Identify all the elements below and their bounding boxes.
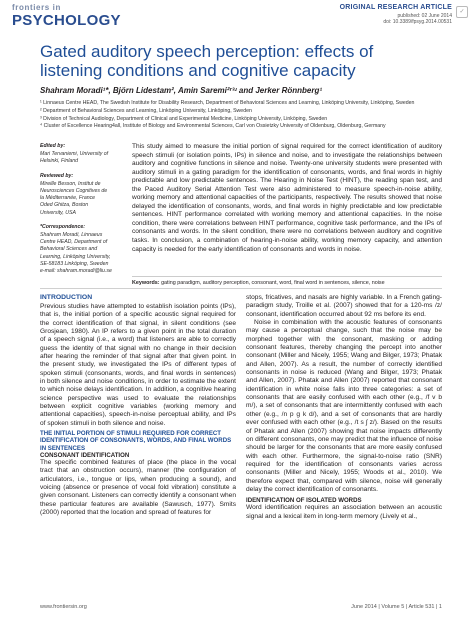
abstract-text: This study aimed to measure the initial portion of signal required for the correct identification of auditory speech stimuli (or isolation points, IPs) in silence and noise, and to investigate the relationships between auditory and cognitive functions in silence and noise. Twenty-one university students were presented with auditory stimuli in a gating paradigm for the identification of consonants, words, and final words in highly predictable and low predictable sentences. The Hearing in Noise Test (HINT), the reading span test, and the Paced Auditory Serial Attention Test were also administered to measure speech-in-noise ability, working memory and attentional capacities of the participants, respectively. The results showed that noise delayed the identification of consonants, words, and final words in highly predictable and low predictable sentences. HINT performance correlated with working memory and attentional capacities. In the noise condition, there were correlations between HINT performance, cognitive task performance, and the IPs of consonants and words. In the silent condition, there were no correlations between auditory and cognitive tasks. In conclusion, a combination of hearing-in-noise ability, working memory capacity, and attention capacity is needed for the early identification of consonants and words in noise.: [132, 143, 442, 253]
body-paragraph: Previous studies have attempted to establish isolation points (IPs), that is, the initial portion of a specific acoustic signal required for the correct identification of that signal, in silent conditions (see Grosjean, 1980). An IP refers to a given point in the total duration of a speech signal (i.e., a word) that listeners are able to correctly guess the identity of that signal with no change in their decision after hearing the reminder of that signal after that given point. In the present study, we investigated the IPs of different types of spoken stimuli (consonants, words, and final words in sentences) in both silence and noise conditions, in order to estimate the extent to which noise delays identification. In addition, a cognitive hearing science perspective was used to evaluate the relationships between explicit cognitive variables (working memory and attentional capacities), speech-in-noise perceptual ability, and IPs of spoken stimuli in both silence and noise.: [40, 303, 236, 427]
logo-main-text: PSYCHOLOGY: [12, 12, 121, 29]
crossmark-icon[interactable]: ✓: [456, 6, 468, 18]
keywords-value: gating paradigm, auditory perception, consonant, word, final word in sentences, silence, noise: [161, 280, 385, 286]
body-paragraph: stops, fricatives, and nasals are highly variable. In a French gating-paradigm study, Troille et al. (2007) showed that for a 120-ms /z/ consonant, identification occurred about 92 ms before its end.: [246, 294, 442, 318]
section-divider: [40, 288, 442, 289]
correspondence-value[interactable]: Shahram Moradi, Linnaeus Centre HEAD, Department of Behavioral Sciences and Learning, Linköping University, SE-58183 Linköping, Sweden e-mail: shahram.moradi@liu.se: [40, 232, 112, 275]
logo-top-text: frontiers in: [12, 3, 61, 12]
reviewed-by-value: Mireille Besson, Institut de Neurosciences Cognitives de la Méditerranée, France Oded Ghitza, Boston University, USA: [40, 180, 108, 216]
affiliation-item: ⁴ Cluster of Excellence Hearing4all, Institute of Biology and Environmental Sciences, Carl von Ossietzky University of Oldenburg, Oldenburg, Germany: [40, 123, 386, 130]
article-type: ORIGINAL RESEARCH ARTICLE: [339, 4, 452, 11]
author-list: Shahram Moradi¹*, Björn Lidestam², Amin Saremi²ʳ³ʴ and Jerker Rönnberg¹: [40, 86, 322, 95]
subsection-heading: THE INITIAL PORTION OF STIMULI REQUIRED FOR CORRECT IDENTIFICATION OF CONSONANTS, WORDS, AND FINAL WORDS IN SENTENCES: [40, 430, 232, 452]
body-column-left: [40, 294, 236, 517]
reviewed-by-label: Reviewed by:: [40, 172, 74, 179]
affiliation-item: ² Department of Behavioral Sciences and Learning, Linköping University, Linköping, Sweden: [40, 107, 252, 114]
body-paragraph: Word identification requires an association between an acoustic signal and a lexical item in long-term memory (Lively et al.,: [246, 504, 442, 520]
footer-site-link[interactable]: www.frontiersin.org: [40, 604, 87, 610]
affiliation-item: ¹ Linnaeus Centre HEAD, The Swedish Institute for Disability Research, Department of Behavioral Sciences and Learning, Linköping University, Linköping, Sweden: [40, 100, 415, 106]
journal-logo[interactable]: [12, 4, 121, 28]
footer-citation: June 2014 | Volume 5 | Article 531 | 1: [351, 604, 442, 610]
subsubsection-heading: IDENTIFICATION OF ISOLATED WORDS: [246, 497, 362, 505]
body-paragraph: Noise in combination with the acoustic features of consonants may cause a perceptual change, such that the noise may be morphed together with the consonant, masking or adding consonant features, thereby changing the percept into another consonant (Miller and Nicely, 1955; Wang and Bilger, 1973; Phatak and Allen, 2007). As a result, the number of correctly identified consonants in noise is reduced (Wang and Bilger, 1973; Phatak and Allen, 2007). Phatak and Allen (2007) reported that consonant identification in white noise falls into three categories: a set of consonants that are easily confused with each other (e.g., /f v b m/), a set of consonants that are intermittently confused with each other (e.g., /n p g k d/), and a set of consonants that are hardly ever confused with each other (e.g., /t s ʃ z/). Based on the results of Phatak and Allen (2007) showing that noise impacts differently on different consonants, one may predict that the influence of noise should be larger for the consonants that are more easily confused with each other. Furthermore, the signal-to-noise ratio (SNR) required for the identification of consonants varies across consonants (Miller and Nicely, 1955; Woods et al., 2010). We therefore expect that, compared with silence, noise will generally delay the correct identification of consonants.: [246, 319, 442, 493]
published-date: published: 02 June 2014: [397, 13, 452, 19]
doi-link[interactable]: doi: 10.3389/fpsyg.2014.00531: [383, 19, 452, 25]
subsubsection-heading: CONSONANT IDENTIFICATION: [40, 451, 130, 459]
section-heading-introduction: INTRODUCTION: [40, 294, 93, 301]
keywords: [132, 276, 442, 287]
article-title: Gated auditory speech perception: effects of listening conditions and cognitive capacity: [40, 42, 374, 80]
keywords-label: Keywords:: [132, 280, 160, 286]
edited-by-label: Edited by:: [40, 143, 66, 149]
affiliation-list: [40, 100, 460, 131]
affiliation-item: ³ Division of Technical Audiology, Department of Clinical and Experimental Medicine, Linköping University, Linköping, Sweden: [40, 115, 328, 122]
edited-by-value: Mari Tervaniemi, University of Helsinki, Finland: [40, 151, 109, 165]
body-column-right: [246, 294, 442, 521]
journal-header: [0, 0, 474, 28]
editorial-sidebar: [40, 143, 112, 282]
body-paragraph: The specific combined features of place (the place in the vocal tract that an obstruction occurs), manner (the configuration of articulators, i.e., tongue or lips, when producing a sound), and voicing (absence or presence of vocal fold vibration) constitute a given consonant. Listeners can correctly identify a consonant when these particular features are available (Sawusch, 1977). Smits (2000) reported that the location and spread of features for: [40, 458, 236, 517]
correspondence-label: *Correspondence:: [40, 223, 85, 230]
